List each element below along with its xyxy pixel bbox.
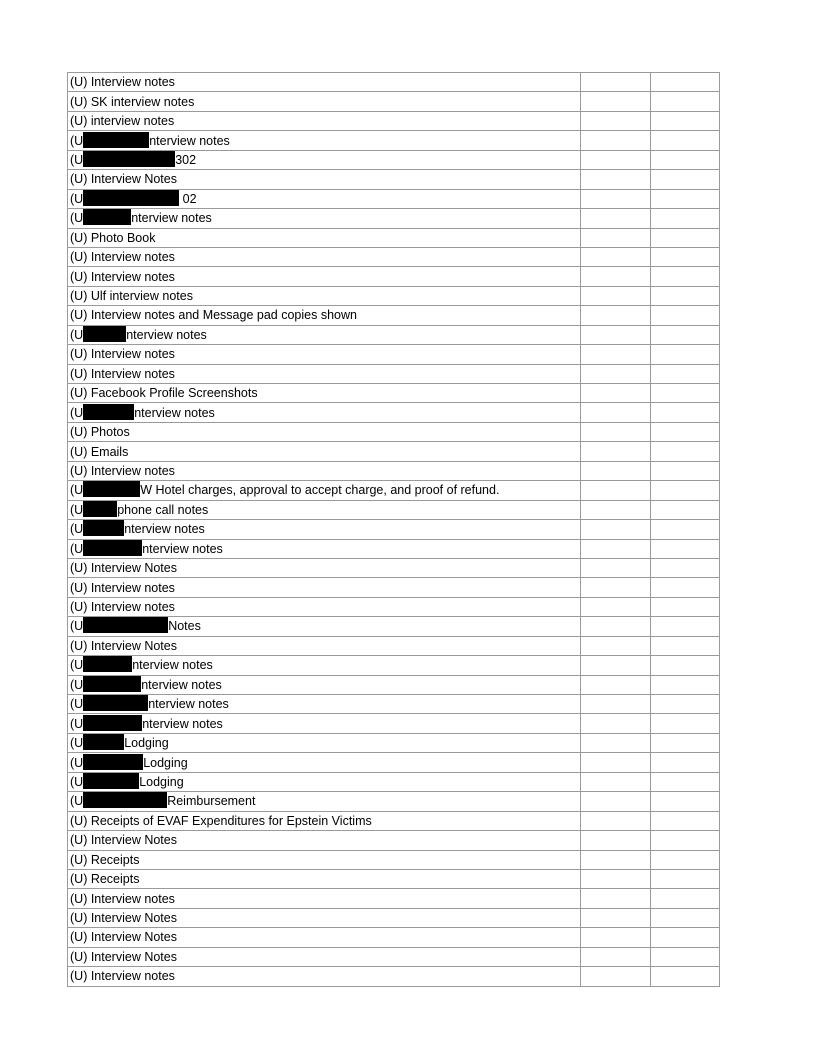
description-text: (U) Interview Notes — [70, 172, 177, 187]
description-cell — [68, 481, 581, 500]
description-text: (U) Receipts of EVAF Expenditures for Epstein Victims — [70, 813, 372, 828]
description-text: (U — [70, 697, 84, 712]
empty-cell — [651, 811, 720, 830]
empty-cell — [581, 481, 651, 500]
description-text: (U) Interview Notes — [70, 930, 177, 945]
empty-cell — [581, 520, 651, 539]
empty-cell — [581, 111, 651, 130]
description-cell — [68, 306, 581, 325]
description-text: (U) Interview notes — [70, 463, 175, 478]
empty-cell — [651, 753, 720, 772]
table-row — [68, 92, 720, 111]
description-cell — [68, 228, 581, 247]
description-cell — [68, 539, 581, 558]
description-cell — [68, 753, 581, 772]
description-text: (U) Interview Notes — [70, 911, 177, 926]
redaction-block — [83, 715, 142, 731]
description-cell — [68, 850, 581, 869]
empty-cell — [651, 578, 720, 597]
empty-cell — [651, 364, 720, 383]
table-row — [68, 228, 720, 247]
empty-cell — [581, 850, 651, 869]
redaction-block — [83, 151, 175, 167]
empty-cell — [651, 228, 720, 247]
description-cell — [68, 111, 581, 130]
table-row — [68, 850, 720, 869]
empty-cell — [581, 461, 651, 480]
redaction-block — [83, 754, 143, 770]
empty-cell — [651, 967, 720, 986]
empty-cell — [651, 500, 720, 519]
empty-cell — [651, 539, 720, 558]
table-row — [68, 267, 720, 286]
description-cell — [68, 403, 581, 422]
description-text: (U) Emails — [70, 444, 129, 459]
description-text: (U) Interview notes — [70, 269, 175, 284]
description-text: (U) Interview notes — [70, 250, 175, 265]
table-row — [68, 384, 720, 403]
document-table — [67, 72, 720, 987]
table-row — [68, 811, 720, 830]
empty-cell — [581, 170, 651, 189]
empty-cell — [651, 403, 720, 422]
empty-cell — [581, 947, 651, 966]
description-text-after-redaction: Lodging — [139, 774, 184, 789]
description-text: (U — [70, 677, 84, 692]
description-text: (U — [70, 658, 84, 673]
table-row — [68, 539, 720, 558]
empty-cell — [581, 422, 651, 441]
table-row — [68, 733, 720, 752]
table-row — [68, 831, 720, 850]
empty-cell — [651, 111, 720, 130]
table-row — [68, 889, 720, 908]
empty-cell — [651, 73, 720, 92]
redaction-block — [83, 190, 179, 206]
empty-cell — [651, 520, 720, 539]
description-text-after-redaction: Lodging — [124, 736, 169, 751]
empty-cell — [581, 889, 651, 908]
empty-cell — [651, 481, 720, 500]
empty-cell — [651, 772, 720, 791]
empty-cell — [581, 597, 651, 616]
description-text-after-redaction: nterview notes — [148, 697, 229, 712]
description-text: (U — [70, 774, 84, 789]
description-text: (U) Interview notes and Message pad copies shown — [70, 308, 357, 323]
description-text: (U) Interview notes — [70, 580, 175, 595]
empty-cell — [581, 675, 651, 694]
table-row — [68, 247, 720, 266]
empty-cell — [581, 772, 651, 791]
description-cell — [68, 617, 581, 636]
empty-cell — [581, 247, 651, 266]
redaction-block — [83, 404, 134, 420]
table-row — [68, 636, 720, 655]
description-cell — [68, 558, 581, 577]
redaction-block — [83, 501, 117, 517]
empty-cell — [651, 928, 720, 947]
description-text-after-redaction: W Hotel charges, approval to accept charge, and proof of refund. — [140, 483, 500, 498]
table-row — [68, 461, 720, 480]
description-cell — [68, 461, 581, 480]
empty-cell — [581, 228, 651, 247]
empty-cell — [651, 714, 720, 733]
empty-cell — [651, 889, 720, 908]
description-text: (U) Interview notes — [70, 366, 175, 381]
empty-cell — [581, 384, 651, 403]
description-text: (U) Interview Notes — [70, 638, 177, 653]
table-row — [68, 792, 720, 811]
redaction-block — [83, 676, 141, 692]
description-cell — [68, 500, 581, 519]
empty-cell — [651, 461, 720, 480]
description-text: (U — [70, 327, 84, 342]
table-row — [68, 675, 720, 694]
table-row — [68, 209, 720, 228]
description-text-after-redaction: phone call notes — [117, 502, 209, 517]
empty-cell — [651, 869, 720, 888]
table-row — [68, 150, 720, 169]
description-text-after-redaction: nterview notes — [142, 716, 223, 731]
description-text: (U — [70, 755, 84, 770]
redaction-block — [83, 209, 131, 225]
redaction-block — [83, 773, 139, 789]
empty-cell — [651, 675, 720, 694]
table-row — [68, 714, 720, 733]
empty-cell — [651, 908, 720, 927]
description-cell — [68, 422, 581, 441]
redaction-block — [83, 481, 140, 497]
empty-cell — [651, 286, 720, 305]
empty-cell — [581, 150, 651, 169]
description-cell — [68, 889, 581, 908]
description-cell — [68, 578, 581, 597]
empty-cell — [651, 345, 720, 364]
table-row — [68, 597, 720, 616]
empty-cell — [581, 695, 651, 714]
empty-cell — [651, 325, 720, 344]
empty-cell — [581, 967, 651, 986]
empty-cell — [581, 753, 651, 772]
empty-cell — [651, 733, 720, 752]
description-text: (U — [70, 502, 84, 517]
empty-cell — [651, 636, 720, 655]
description-cell — [68, 695, 581, 714]
description-cell — [68, 656, 581, 675]
empty-cell — [581, 656, 651, 675]
empty-cell — [581, 733, 651, 752]
description-text-after-redaction: Reimbursement — [167, 794, 256, 809]
description-cell — [68, 636, 581, 655]
description-cell — [68, 267, 581, 286]
description-text: (U — [70, 483, 84, 498]
empty-cell — [581, 403, 651, 422]
description-cell — [68, 947, 581, 966]
empty-cell — [581, 908, 651, 927]
empty-cell — [651, 189, 720, 208]
empty-cell — [581, 325, 651, 344]
description-cell — [68, 597, 581, 616]
description-cell — [68, 908, 581, 927]
empty-cell — [651, 170, 720, 189]
empty-cell — [581, 306, 651, 325]
description-cell — [68, 869, 581, 888]
description-text: (U — [70, 716, 84, 731]
empty-cell — [651, 306, 720, 325]
description-cell — [68, 442, 581, 461]
redaction-block — [83, 132, 149, 148]
description-text: (U) Interview notes — [70, 347, 175, 362]
description-text: (U — [70, 619, 84, 634]
description-text: (U — [70, 405, 84, 420]
description-text: (U — [70, 794, 84, 809]
empty-cell — [581, 267, 651, 286]
description-text-after-redaction: nterview notes — [124, 522, 205, 537]
description-text: (U) Interview notes — [70, 969, 175, 984]
empty-cell — [651, 617, 720, 636]
table-row — [68, 967, 720, 986]
description-cell — [68, 384, 581, 403]
empty-cell — [581, 539, 651, 558]
table-row — [68, 500, 720, 519]
empty-cell — [581, 869, 651, 888]
description-text: (U) SK interview notes — [70, 94, 195, 109]
table-row — [68, 131, 720, 150]
description-text-after-redaction: nterview notes — [131, 211, 212, 226]
description-cell — [68, 967, 581, 986]
description-text: (U) Interview Notes — [70, 561, 177, 576]
description-cell — [68, 189, 581, 208]
table-row — [68, 928, 720, 947]
table-row — [68, 306, 720, 325]
redaction-block — [83, 695, 148, 711]
table-row — [68, 73, 720, 92]
redaction-block — [83, 540, 142, 556]
table-row — [68, 442, 720, 461]
empty-cell — [651, 442, 720, 461]
empty-cell — [651, 209, 720, 228]
description-cell — [68, 92, 581, 111]
empty-cell — [581, 92, 651, 111]
empty-cell — [651, 247, 720, 266]
description-text: (U) Interview notes — [70, 891, 175, 906]
table-row — [68, 617, 720, 636]
description-cell — [68, 928, 581, 947]
description-text: (U — [70, 522, 84, 537]
empty-cell — [651, 422, 720, 441]
description-text-after-redaction: 302 — [175, 152, 197, 167]
table-row — [68, 578, 720, 597]
description-cell — [68, 131, 581, 150]
empty-cell — [651, 831, 720, 850]
table-row — [68, 403, 720, 422]
empty-cell — [581, 636, 651, 655]
description-cell — [68, 325, 581, 344]
description-cell — [68, 811, 581, 830]
empty-cell — [581, 558, 651, 577]
table-row — [68, 908, 720, 927]
table-row — [68, 753, 720, 772]
table-row — [68, 189, 720, 208]
table-row — [68, 520, 720, 539]
table-row — [68, 947, 720, 966]
table-row — [68, 772, 720, 791]
table-row — [68, 656, 720, 675]
empty-cell — [651, 131, 720, 150]
empty-cell — [581, 811, 651, 830]
description-cell — [68, 675, 581, 694]
description-cell — [68, 520, 581, 539]
table-row — [68, 325, 720, 344]
description-text-after-redaction: Lodging — [143, 755, 188, 770]
table-row — [68, 286, 720, 305]
empty-cell — [581, 442, 651, 461]
description-text: (U — [70, 736, 84, 751]
empty-cell — [651, 558, 720, 577]
empty-cell — [581, 714, 651, 733]
empty-cell — [651, 150, 720, 169]
description-text: (U — [70, 191, 84, 206]
empty-cell — [581, 831, 651, 850]
description-text-after-redaction: Notes — [168, 619, 201, 634]
description-text-after-redaction: nterview notes — [132, 658, 213, 673]
table-row — [68, 695, 720, 714]
description-text: (U) Facebook Profile Screenshots — [70, 386, 258, 401]
table-row — [68, 481, 720, 500]
description-text-after-redaction: nterview notes — [141, 677, 222, 692]
empty-cell — [581, 209, 651, 228]
empty-cell — [581, 364, 651, 383]
description-cell — [68, 714, 581, 733]
description-text-after-redaction: nterview notes — [126, 327, 207, 342]
empty-cell — [651, 384, 720, 403]
description-text: (U) Interview Notes — [70, 949, 177, 964]
description-text: (U — [70, 211, 84, 226]
empty-cell — [651, 850, 720, 869]
description-text: (U) Interview Notes — [70, 833, 177, 848]
description-cell — [68, 831, 581, 850]
empty-cell — [581, 131, 651, 150]
empty-cell — [651, 947, 720, 966]
empty-cell — [581, 617, 651, 636]
empty-cell — [581, 578, 651, 597]
redaction-block — [83, 520, 124, 536]
redaction-block — [83, 326, 126, 342]
description-text: (U) Photo Book — [70, 230, 156, 245]
description-cell — [68, 733, 581, 752]
description-text: (U) Receipts — [70, 852, 140, 867]
description-cell — [68, 150, 581, 169]
description-text: (U — [70, 152, 84, 167]
description-text-after-redaction: nterview notes — [149, 133, 230, 148]
description-cell — [68, 247, 581, 266]
empty-cell — [581, 73, 651, 92]
empty-cell — [651, 597, 720, 616]
empty-cell — [651, 656, 720, 675]
description-cell — [68, 209, 581, 228]
empty-cell — [651, 695, 720, 714]
description-text: (U) Interview notes — [70, 75, 175, 90]
description-text: (U) interview notes — [70, 114, 175, 129]
table-row — [68, 364, 720, 383]
description-cell — [68, 286, 581, 305]
table-row — [68, 345, 720, 364]
description-text: (U) Interview notes — [70, 600, 175, 615]
description-cell — [68, 364, 581, 383]
empty-cell — [651, 92, 720, 111]
empty-cell — [651, 267, 720, 286]
empty-cell — [581, 286, 651, 305]
table-row — [68, 170, 720, 189]
empty-cell — [581, 928, 651, 947]
empty-cell — [581, 792, 651, 811]
description-cell — [68, 73, 581, 92]
empty-cell — [581, 189, 651, 208]
description-text-after-redaction: 02 — [179, 191, 197, 206]
description-text: (U) Receipts — [70, 872, 140, 887]
description-text: (U — [70, 133, 84, 148]
table-row — [68, 111, 720, 130]
description-cell — [68, 345, 581, 364]
description-text: (U) Photos — [70, 425, 130, 440]
redaction-block — [83, 656, 132, 672]
description-cell — [68, 170, 581, 189]
description-text-after-redaction: nterview notes — [134, 405, 215, 420]
table-row — [68, 558, 720, 577]
redaction-block — [83, 792, 167, 808]
description-text: (U) Ulf interview notes — [70, 289, 193, 304]
redaction-block — [83, 734, 124, 750]
description-cell — [68, 772, 581, 791]
empty-cell — [581, 345, 651, 364]
description-cell — [68, 792, 581, 811]
description-text: (U — [70, 541, 84, 556]
table-body — [68, 73, 720, 987]
empty-cell — [651, 792, 720, 811]
table-row — [68, 422, 720, 441]
description-text-after-redaction: nterview notes — [142, 541, 223, 556]
table-row — [68, 869, 720, 888]
empty-cell — [581, 500, 651, 519]
redaction-block — [83, 617, 168, 633]
